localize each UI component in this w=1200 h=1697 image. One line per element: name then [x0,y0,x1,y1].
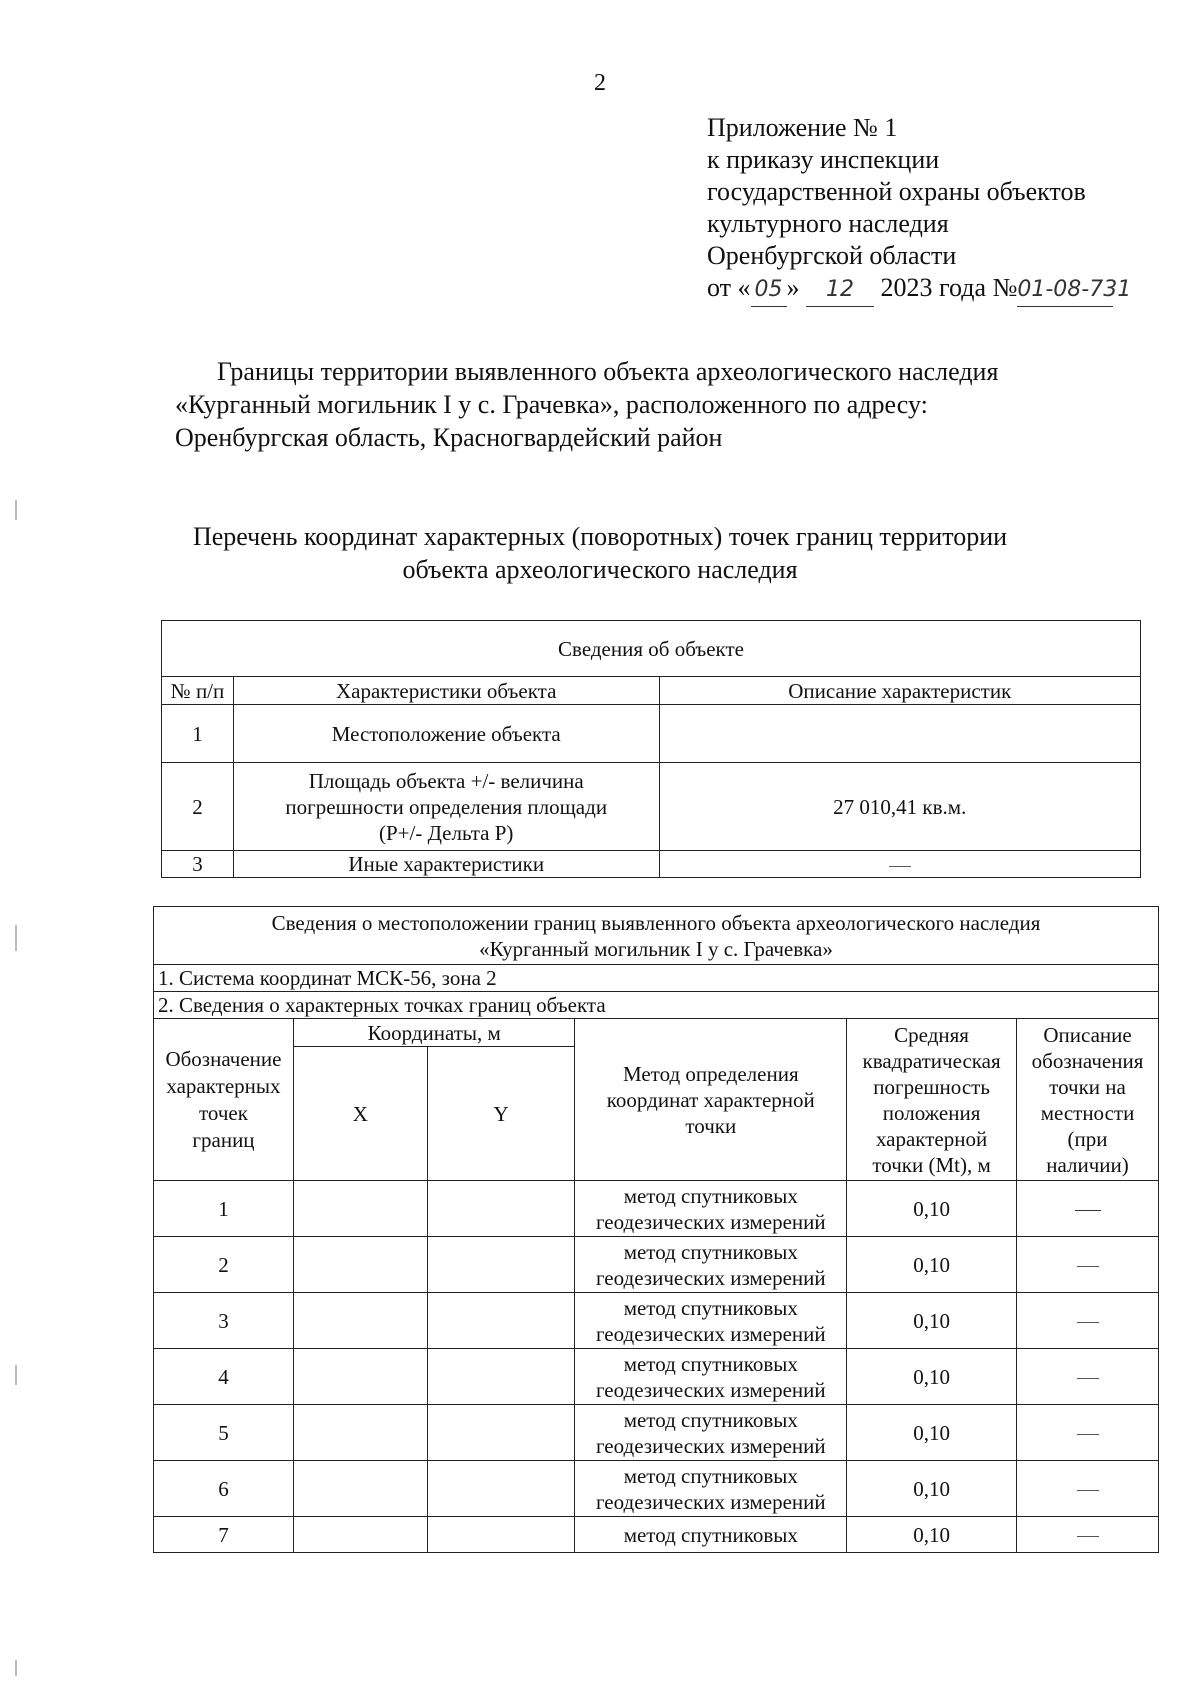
title-line-2: «Курганный могильник I у с. Грачевка», расположенного по адресу: [175,390,928,419]
table-row [162,763,1141,851]
scan-margin-mark [15,1365,17,1385]
method-line: метод спутниковых [623,1239,798,1264]
appendix-date-line [707,272,1132,307]
point-description [1017,1405,1159,1461]
header-line: Описание [1043,1022,1132,1047]
header-line: характерной [875,1126,988,1151]
dash-mark [889,866,911,867]
appendix-line-3: государственной охраны объектов [707,177,1086,206]
point-mt: 0,10 [847,1237,1017,1293]
method-line: геодезических измерений [595,1321,826,1346]
point-num: 2 [154,1237,294,1293]
dash-mark [1077,1434,1099,1435]
header-line: обозначения [1031,1048,1144,1073]
page-number: 2 [594,70,606,96]
list-title-line-2: объекта археологического наследия [402,555,798,584]
point-num: 4 [154,1349,294,1405]
point-mt: 0,10 [847,1461,1017,1517]
header-point-description [1017,1019,1159,1181]
point-mt: 0,10 [847,1181,1017,1237]
point-y [427,1349,575,1405]
appendix-line-2: к приказу инспекции [707,145,940,174]
row-name-line: (Р+/- Дельта Р) [379,820,514,845]
header-line: местности [1040,1100,1135,1125]
appendix-header [707,112,1132,307]
row-value [659,851,1140,878]
point-method [575,1293,847,1349]
location-table [153,906,1159,1553]
dash-mark [1077,1266,1099,1267]
point-mt: 0,10 [847,1405,1017,1461]
row-value: 27 010,41 кв.м. [659,763,1140,851]
header-line: квадратическая [862,1048,1001,1073]
date-year: 2023 года № [880,273,1018,302]
point-mt: 0,10 [847,1517,1017,1553]
date-day-handwritten: 05 [751,274,787,307]
header-error [847,1019,1017,1181]
method-line: метод спутниковых [623,1351,798,1376]
header-line: координат характерной [606,1087,815,1112]
point-num: 6 [154,1461,294,1517]
point-num: 1 [154,1181,294,1237]
point-method: метод спутниковых [575,1517,847,1553]
point-y [427,1405,575,1461]
point-method [575,1405,847,1461]
table-row [154,1517,1159,1553]
header-line: (при [1067,1126,1108,1151]
method-line: метод спутниковых [623,1463,798,1488]
table-row [154,1181,1159,1237]
point-method [575,1349,847,1405]
header-x: X [293,1047,427,1181]
method-line: геодезических измерений [595,1377,826,1402]
point-description [1017,1237,1159,1293]
method-line: геодезических измерений [595,1433,826,1458]
point-x [293,1461,427,1517]
header-line: Метод определения [622,1061,799,1086]
appendix-line-5: Оренбургской области [707,241,957,270]
method-line: геодезических измерений [595,1489,826,1514]
row-num: 1 [162,705,234,763]
table-row [154,1349,1159,1405]
method-line: геодезических измерений [595,1209,826,1234]
point-x [293,1349,427,1405]
point-x [293,1293,427,1349]
row-name: Местоположение объекта [233,705,659,763]
table-row [162,851,1141,878]
table-row [162,705,1141,763]
location-table-caption [154,907,1159,965]
scan-margin-mark [15,925,17,951]
table-row [154,1461,1159,1517]
point-method [575,1181,847,1237]
appendix-line-4: культурного наследия [707,209,949,238]
header-line: Обозначение [165,1046,282,1071]
row-name [233,763,659,851]
document-title [175,355,998,454]
header-line: точек [198,1100,248,1125]
header-line: Средняя [894,1022,969,1047]
header-y: Y [427,1047,575,1181]
point-y [427,1517,575,1553]
point-mt: 0,10 [847,1349,1017,1405]
point-mt: 0,10 [847,1293,1017,1349]
header-line: погрешность [873,1074,990,1099]
point-y [427,1293,575,1349]
row-name-line: погрешности определения площади [285,794,608,819]
caption-line: Сведения о местоположении границ выявленного объекта археологического наследия [271,910,1041,935]
table-row [154,1405,1159,1461]
method-line: метод спутниковых [623,1183,798,1208]
object-table-caption: Сведения об объекте [162,621,1141,677]
point-num: 7 [154,1517,294,1553]
header-line: характерных [166,1073,281,1098]
points-caption: 2. Сведения о характерных точках границ объекта [154,992,1159,1019]
title-line-3: Оренбургская область, Красногвардейский район [175,423,723,452]
title-line-1: Границы территории выявленного объекта археологического наследия [217,357,999,386]
method-line: геодезических измерений [595,1265,826,1290]
point-y [427,1237,575,1293]
point-x [293,1237,427,1293]
date-month-handwritten: 12 [806,274,874,307]
date-mid: » [786,273,800,302]
point-num: 3 [154,1293,294,1349]
appendix-line-1: Приложение № 1 [707,113,898,142]
point-num: 5 [154,1405,294,1461]
method-line: метод спутниковых [623,1407,798,1432]
point-description [1017,1461,1159,1517]
coordinate-system: 1. Система координат МСК-56, зона 2 [154,965,1159,992]
header-designation [154,1019,294,1181]
row-name-line: Площадь объекта +/- величина [308,768,584,793]
caption-line: «Курганный могильник I у с. Грачевка» [479,936,833,961]
row-name: Иные характеристики [233,851,659,878]
header-num: № п/п [162,677,234,705]
header-method [575,1019,847,1181]
header-description: Описание характеристик [659,677,1140,705]
point-description [1017,1349,1159,1405]
point-x [293,1405,427,1461]
point-description [1017,1517,1159,1553]
table-row [154,1293,1159,1349]
scan-margin-mark [15,500,17,520]
table-row [154,1237,1159,1293]
coordinates-list-title [0,520,1200,586]
row-num: 2 [162,763,234,851]
point-description [1017,1181,1159,1237]
header-line: границ [192,1127,255,1152]
method-line: метод спутниковых [623,1295,798,1320]
point-x [293,1181,427,1237]
header-line: наличии) [1046,1152,1129,1177]
header-line: точки (Mt), м [872,1152,991,1177]
object-info-table [161,620,1141,878]
dash-mark [1077,1322,1099,1323]
dash-mark [1077,1490,1099,1491]
row-num: 3 [162,851,234,878]
point-y [427,1461,575,1517]
order-number-handwritten: 01-08-731 [1017,274,1113,307]
header-line: точки [685,1113,737,1138]
scan-margin-mark [15,1660,17,1676]
header-characteristics: Характеристики объекта [233,677,659,705]
point-method [575,1237,847,1293]
header-coordinates: Координаты, м [293,1019,575,1047]
header-line: точки на [1049,1074,1126,1099]
point-x [293,1517,427,1553]
point-description [1017,1293,1159,1349]
header-line: положения [882,1100,981,1125]
row-value [659,705,1140,763]
dash-mark [1077,1378,1099,1379]
point-method [575,1461,847,1517]
dash-mark [1075,1210,1101,1211]
date-prefix: от « [707,273,751,302]
point-y [427,1181,575,1237]
dash-mark [1077,1536,1099,1537]
list-title-line-1: Перечень координат характерных (поворотных) точек границ территории [192,522,1008,551]
